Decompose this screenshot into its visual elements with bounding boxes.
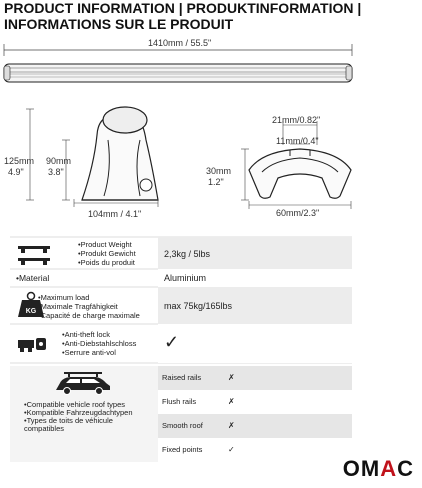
- compat-row: [158, 366, 352, 390]
- profile-height-label: 30mm: [206, 166, 232, 176]
- compat-row: [158, 390, 352, 414]
- compat-label-line: •Types de toits de véhicule: [24, 416, 113, 425]
- foot-width-label: 104mm / 4.1": [88, 209, 142, 219]
- height-foot-in-label: 3.8": [48, 167, 64, 177]
- height-total-label: 125mm: [4, 156, 35, 166]
- spec-label-cell: [10, 237, 158, 269]
- compat-label-cell: [10, 366, 158, 462]
- profile-cross-section: [249, 149, 351, 198]
- bar-side-view: [4, 64, 352, 82]
- height-foot-label: 90mm: [46, 156, 72, 166]
- profile-top-label: 21mm/0.82": [272, 115, 321, 125]
- car-with-roof-rack-icon: [52, 370, 112, 396]
- spec-value: 2,3kg / 5lbs: [164, 249, 211, 259]
- spec-label-line: •Maximum load: [38, 293, 90, 302]
- spec-label-line: •Serrure anti-vol: [62, 348, 116, 357]
- spec-row-max-load: [10, 287, 352, 324]
- spec-label-cell: [10, 324, 158, 363]
- svg-text:KG: KG: [25, 308, 37, 315]
- cross-mark: ✗: [228, 373, 235, 382]
- spec-label-cell: [10, 269, 158, 287]
- profile-slot-label: 11mm/0.4": [276, 136, 319, 146]
- spec-label-line: •Maximale Tragfähigkeit: [38, 302, 118, 311]
- profile-height-in-label: 1.2": [208, 177, 224, 187]
- spec-value-cell: [158, 269, 352, 287]
- spec-label-line: •Capacité de charge maximale: [38, 311, 140, 320]
- roof-type-label: Raised rails: [162, 373, 202, 382]
- profile-width-label: 60mm/2.3": [276, 208, 320, 218]
- compat-label-line: •Kompatible Fahrzeugdachtypen: [24, 408, 133, 417]
- length-label: 1410mm / 55.5": [148, 38, 212, 48]
- logo-om: OM: [342, 456, 381, 481]
- spec-label-line: •Poids du produit: [78, 258, 135, 267]
- roof-bars-icon: [14, 240, 54, 270]
- spec-label-line: •Anti-theft lock: [62, 330, 111, 339]
- spec-label-line: •Produkt Gewicht: [78, 249, 136, 258]
- spec-row-material: [10, 269, 352, 287]
- logo-c: C: [397, 456, 414, 481]
- compat-row: [158, 414, 352, 438]
- height-total-in-label: 4.9": [8, 167, 24, 177]
- check-mark: ✓: [164, 332, 180, 352]
- cross-mark: ✗: [228, 397, 235, 406]
- compat-row: [158, 438, 352, 462]
- compat-label-line: •Compatible vehicle roof types: [24, 400, 126, 409]
- spec-value: Aluminium: [164, 273, 207, 283]
- omac-logo: [343, 456, 414, 482]
- spec-label-line: •Product Weight: [78, 240, 132, 249]
- spec-label-line: •Anti-Diebstahlschloss: [62, 339, 137, 348]
- spec-value-cell: [158, 287, 352, 324]
- spec-label-line: •Material: [16, 273, 50, 283]
- lock-key-icon: [16, 332, 50, 356]
- title-line-1: PRODUCT INFORMATION | PRODUKTINFORMATION |: [4, 0, 362, 16]
- spec-row-lock: [10, 324, 352, 363]
- roof-type-label: Flush rails: [162, 397, 197, 406]
- compat-section: [10, 366, 352, 462]
- roof-type-label: Smooth roof: [162, 421, 203, 430]
- foot-drawing: [82, 107, 158, 200]
- spec-label-cell: [10, 287, 158, 324]
- logo-a: A: [380, 456, 398, 481]
- spec-value: max 75kg/165lbs: [164, 301, 233, 311]
- check-mark: ✓: [228, 445, 235, 454]
- roof-type-label: Fixed points: [162, 445, 203, 454]
- spec-value-cell: [158, 237, 352, 269]
- spec-value-cell: [158, 324, 352, 363]
- title-line-2: INFORMATIONS SUR LE PRODUIT: [4, 16, 234, 32]
- compat-label-line: compatibles: [24, 424, 65, 433]
- spec-row-weight: [10, 237, 352, 269]
- cross-mark: ✗: [228, 421, 235, 430]
